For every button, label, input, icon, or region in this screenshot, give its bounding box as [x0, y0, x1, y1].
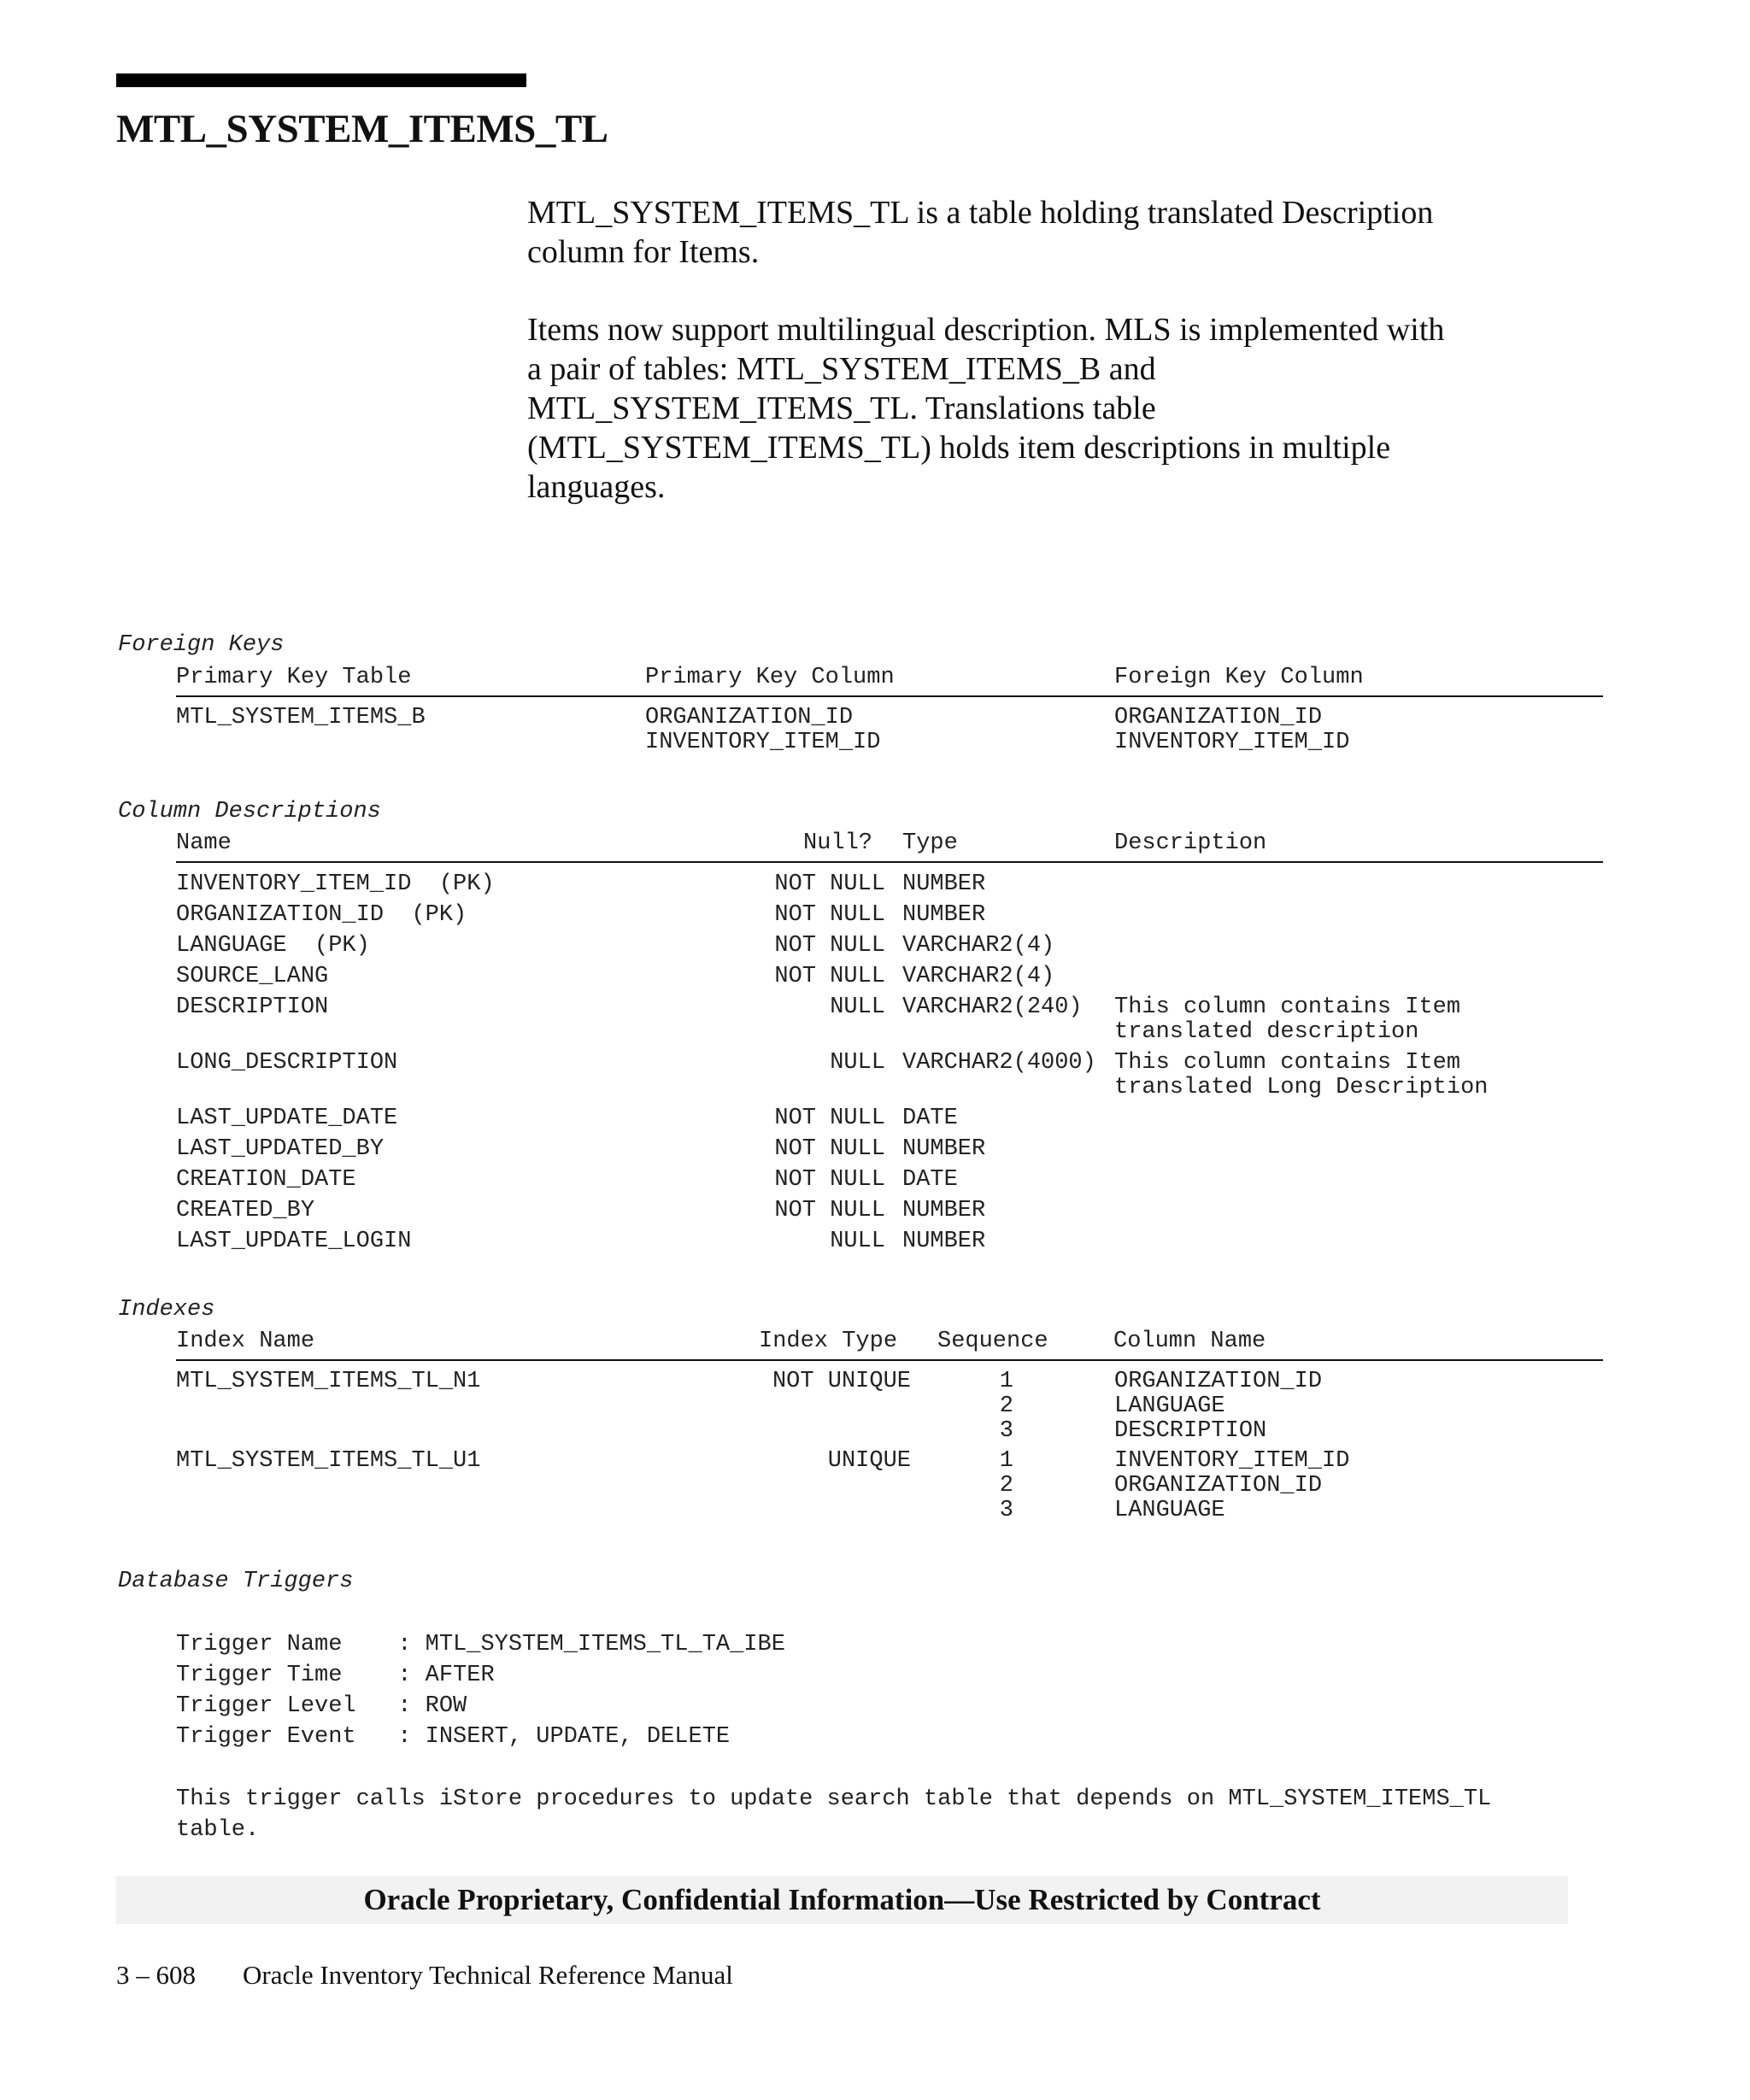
index-name-cell: MTL_SYSTEM_ITEMS_TL_N1 — [176, 1369, 481, 1394]
column-name-cell: LONG_DESCRIPTION — [176, 1050, 398, 1076]
note-line: This trigger calls iStore procedures to update search table that depends on MTL_SYSTEM_ITEMS_TL — [176, 1786, 1492, 1812]
description-cell: translated Long Description — [1114, 1075, 1489, 1100]
type-cell: NUMBER — [902, 1198, 986, 1223]
sequence-cell: 1 — [999, 1369, 1013, 1394]
null-cell: NOT NULL — [774, 871, 885, 897]
type-cell: VARCHAR2(4000) — [902, 1050, 1096, 1076]
footer-manual-title: Oracle Inventory Technical Reference Manual — [243, 1960, 733, 1990]
column-name-cell: ORGANIZATION_ID (PK) — [176, 902, 467, 928]
type-cell: VARCHAR2(4) — [902, 964, 1055, 989]
null-cell: NOT NULL — [774, 1106, 885, 1131]
sequence-cell: 3 — [999, 1498, 1013, 1523]
trigger-event-line: Trigger Event : INSERT, UPDATE, DELETE — [176, 1724, 731, 1750]
column-header: Primary Key Column — [645, 665, 895, 690]
section-title-indexes: Indexes — [118, 1297, 215, 1323]
type-cell: NUMBER — [902, 902, 986, 928]
description-cell: This column contains Item — [1114, 994, 1461, 1020]
intro-paragraph-2 — [527, 310, 1578, 507]
index-type-cell: UNIQUE — [827, 1448, 911, 1474]
confidential-banner — [116, 1876, 1568, 1924]
column-name-cell: INVENTORY_ITEM_ID — [1114, 1448, 1350, 1474]
null-cell: NOT NULL — [774, 1198, 885, 1223]
null-cell: NULL — [830, 1229, 885, 1254]
trigger-level-line: Trigger Level : ROW — [176, 1693, 467, 1719]
column-name-cell: LAST_UPDATE_LOGIN — [176, 1229, 412, 1254]
column-name-cell: INVENTORY_ITEM_ID (PK) — [176, 871, 495, 897]
trigger-note — [176, 1784, 1612, 1845]
banner-text: Oracle Proprietary, Confidential Information––Use Restricted by Contract — [363, 1883, 1321, 1916]
section-title-foreign-keys: Foreign Keys — [118, 632, 285, 658]
column-name-cell: CREATED_BY — [176, 1198, 315, 1223]
intro-paragraph-1 — [527, 193, 1578, 272]
intro-line: a pair of tables: MTL_SYSTEM_ITEMS_B and — [527, 351, 1156, 387]
type-cell: NUMBER — [902, 871, 986, 897]
type-cell: VARCHAR2(240) — [902, 994, 1083, 1020]
null-cell: NOT NULL — [774, 933, 885, 959]
sequence-cell: 3 — [999, 1418, 1013, 1444]
type-cell: NUMBER — [902, 1136, 986, 1162]
null-cell: NOT NULL — [774, 902, 885, 928]
type-cell: VARCHAR2(4) — [902, 933, 1055, 959]
intro-line: MTL_SYSTEM_ITEMS_TL. Translations table — [527, 390, 1156, 426]
type-cell: DATE — [902, 1167, 958, 1193]
sequence-cell: 2 — [999, 1393, 1013, 1419]
null-cell: NOT NULL — [774, 1167, 885, 1193]
column-name-cell: LANGUAGE — [1114, 1393, 1225, 1419]
trigger-name-line: Trigger Name : MTL_SYSTEM_ITEMS_TL_TA_IBE — [176, 1632, 785, 1657]
intro-line: MTL_SYSTEM_ITEMS_TL is a table holding translated Description — [527, 195, 1434, 231]
intro-line: column for Items. — [527, 234, 760, 270]
column-name-cell: DESCRIPTION — [176, 994, 329, 1020]
pk-column-cell: ORGANIZATION_ID — [645, 705, 854, 730]
foreign-keys-header — [176, 665, 1603, 697]
column-name-cell: LAST_UPDATE_DATE — [176, 1106, 398, 1131]
section-title-column-descriptions: Column Descriptions — [118, 799, 381, 824]
column-descriptions-header — [176, 830, 1603, 863]
column-name-cell: CREATION_DATE — [176, 1167, 356, 1193]
index-name-cell: MTL_SYSTEM_ITEMS_TL_U1 — [176, 1448, 481, 1474]
column-header: Null? — [803, 830, 873, 856]
column-header: Foreign Key Column — [1114, 665, 1364, 690]
column-header: Index Name — [176, 1329, 315, 1354]
description-cell: This column contains Item — [1114, 1050, 1461, 1076]
fk-column-cell: INVENTORY_ITEM_ID — [1114, 730, 1350, 755]
title-rule — [116, 73, 526, 87]
intro-line: languages. — [527, 469, 666, 505]
column-header: Type — [902, 830, 958, 856]
null-cell: NULL — [830, 994, 885, 1020]
column-name-cell: DESCRIPTION — [1114, 1418, 1267, 1444]
column-name-cell: LAST_UPDATED_BY — [176, 1136, 385, 1162]
column-header: Description — [1114, 830, 1267, 856]
intro-line: Items now support multilingual description. MLS is implemented with — [527, 312, 1445, 348]
sequence-cell: 1 — [999, 1448, 1013, 1474]
null-cell: NOT NULL — [774, 1136, 885, 1162]
fk-column-cell: ORGANIZATION_ID — [1114, 705, 1323, 730]
type-cell: NUMBER — [902, 1229, 986, 1254]
pk-table-cell: MTL_SYSTEM_ITEMS_B — [176, 705, 426, 730]
column-name-cell: ORGANIZATION_ID — [1114, 1473, 1323, 1499]
page-title: MTL_SYSTEM_ITEMS_TL — [116, 107, 608, 151]
null-cell: NOT NULL — [774, 964, 885, 989]
column-name-cell: SOURCE_LANG — [176, 964, 329, 989]
type-cell: DATE — [902, 1106, 958, 1131]
trigger-time-line: Trigger Time : AFTER — [176, 1663, 495, 1688]
section-title-database-triggers: Database Triggers — [118, 1569, 354, 1594]
description-cell: translated description — [1114, 1019, 1419, 1045]
column-header: Index Type — [759, 1329, 898, 1354]
pk-column-cell: INVENTORY_ITEM_ID — [645, 730, 881, 755]
column-name-cell: LANGUAGE (PK) — [176, 933, 370, 959]
note-line: table. — [176, 1817, 260, 1843]
null-cell: NULL — [830, 1050, 885, 1076]
column-header: Name — [176, 830, 232, 856]
intro-line: (MTL_SYSTEM_ITEMS_TL) holds item descriptions in multiple — [527, 430, 1391, 466]
sequence-cell: 2 — [999, 1473, 1013, 1499]
column-header: Column Name — [1113, 1329, 1266, 1354]
column-header: Primary Key Table — [176, 665, 412, 690]
column-name-cell: ORGANIZATION_ID — [1114, 1369, 1323, 1394]
footer-page-number: 3 – 608 — [116, 1960, 196, 1990]
column-name-cell: LANGUAGE — [1114, 1498, 1225, 1523]
indexes-header — [176, 1329, 1603, 1361]
column-header: Sequence — [937, 1329, 1048, 1354]
index-type-cell: NOT UNIQUE — [772, 1369, 911, 1394]
